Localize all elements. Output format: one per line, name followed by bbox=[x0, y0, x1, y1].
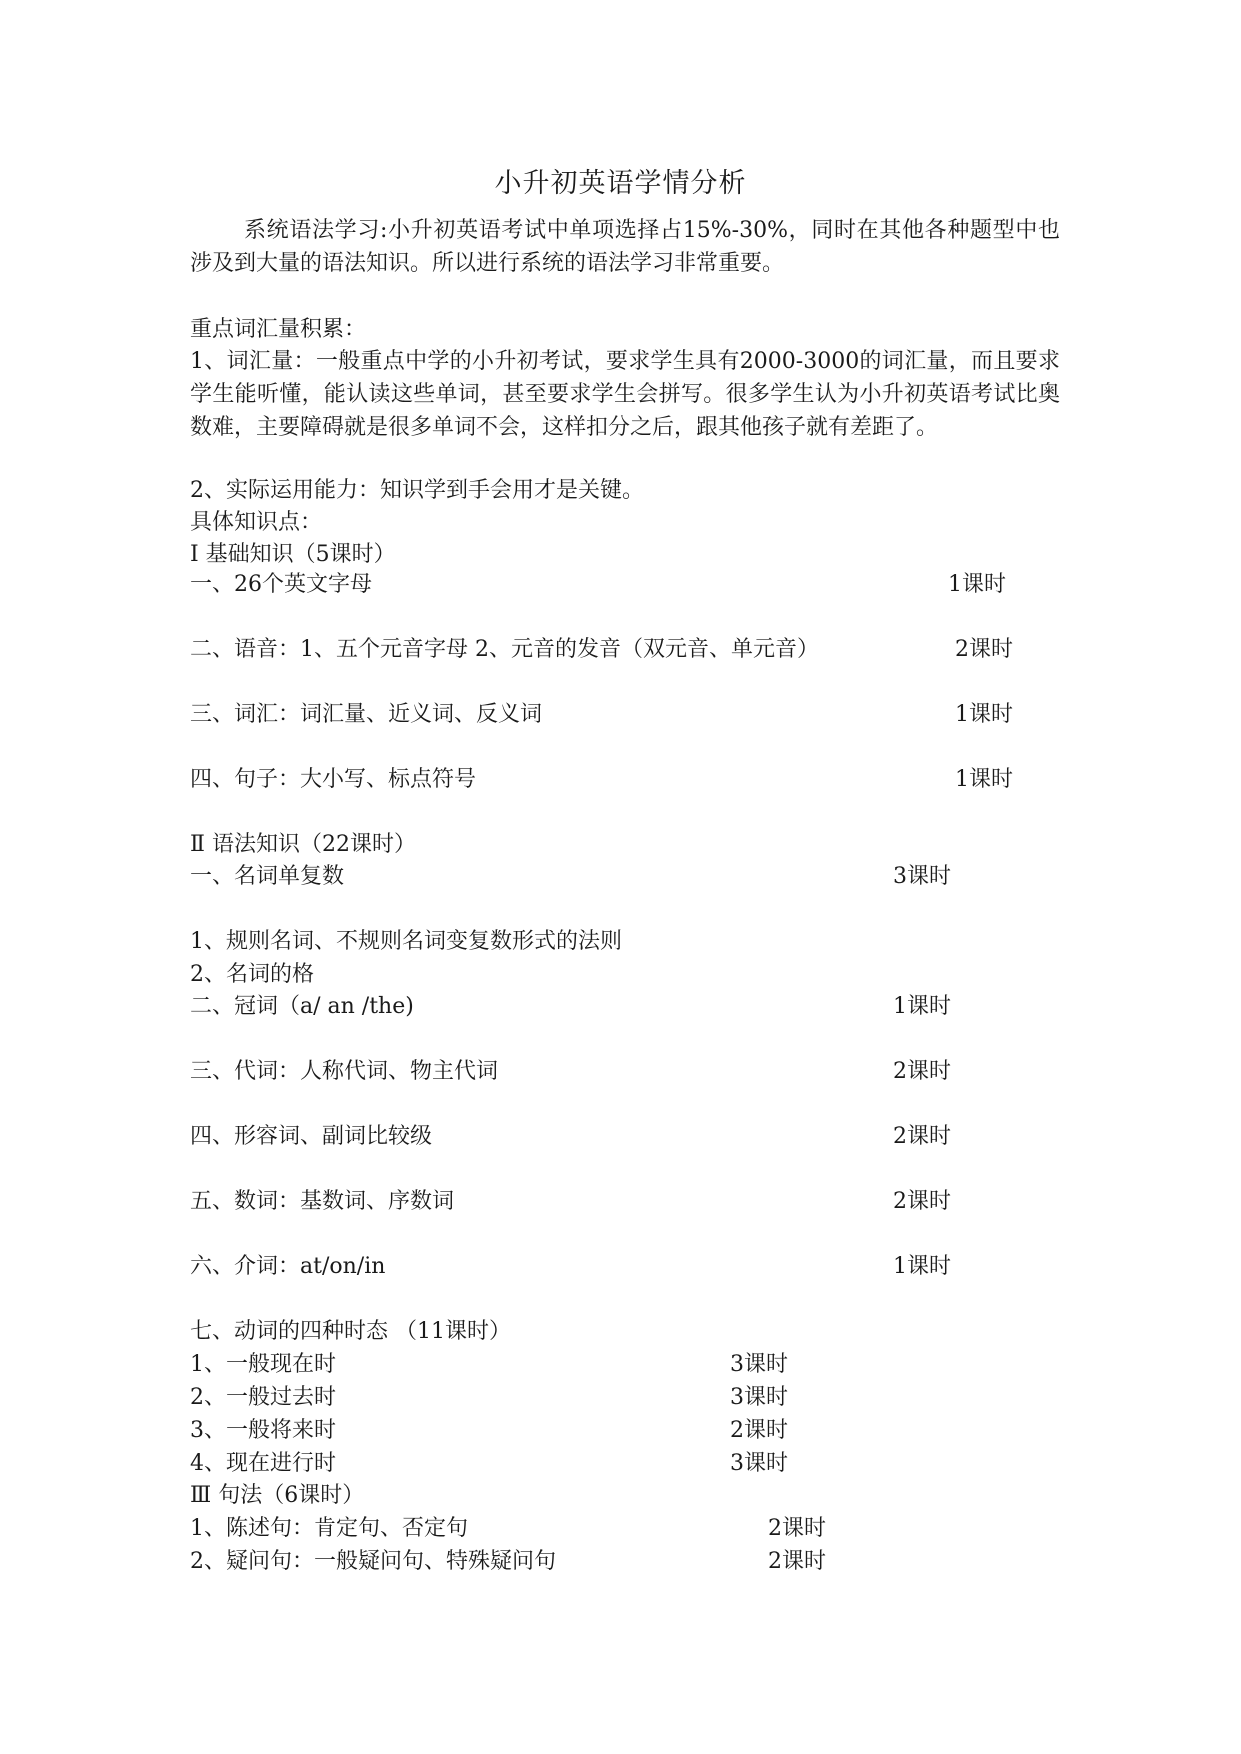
hours-label: 3课时 bbox=[893, 864, 951, 889]
points-heading: 具体知识点： bbox=[190, 510, 323, 535]
list-item: 1、陈述句：肯定句、否定句 bbox=[190, 1516, 468, 1541]
section-1-heading: Ⅰ 基础知识（5课时） bbox=[190, 542, 396, 567]
intro-paragraph: 系统语法学习:小升初英语考试中单项选择占15%-30%，同时在其他各种题型中也涉及到大量的语法知识。所以进行系统的语法学习非常重要。 bbox=[190, 218, 1060, 276]
section-3-heading: Ⅲ 句法（6课时） bbox=[190, 1483, 365, 1508]
list-item: 三、代词：人称代词、物主代词 bbox=[190, 1059, 499, 1084]
hours-label: 1课时 bbox=[948, 572, 1006, 597]
vocab-item-1: 1、词汇量：一般重点中学的小升初考试，要求学生具有2000-3000的词汇量，而且要求学生能听懂，能认读这些单词，甚至要求学生会拼写。很多学生认为小升初英语考试比奥数难，主要障碍就是很多单词不会，这样扣分之后，跟其他孩子就有差距了。 bbox=[190, 349, 1060, 440]
hours-label: 2课时 bbox=[893, 1189, 951, 1214]
list-item: 1、一般现在时 bbox=[190, 1352, 336, 1377]
list-item: 四、形容词、副词比较级 bbox=[190, 1124, 433, 1149]
list-item: 2、一般过去时 bbox=[190, 1385, 336, 1410]
list-item: 三、词汇：词汇量、近义词、反义词 bbox=[190, 702, 543, 727]
hours-label: 3课时 bbox=[730, 1385, 788, 1410]
hours-label: 1课时 bbox=[955, 702, 1013, 727]
hours-label: 2课时 bbox=[768, 1549, 826, 1574]
list-item: 四、句子：大小写、标点符号 bbox=[190, 767, 477, 792]
tenses-heading: 七、动词的四种时态 （11课时） bbox=[190, 1319, 511, 1344]
list-item: 一、26个英文字母 bbox=[190, 572, 372, 597]
section-2-heading: Ⅱ 语法知识（22课时） bbox=[190, 832, 416, 857]
list-item: 六、介词：at/on/in bbox=[190, 1254, 386, 1279]
vocab-item-2: 2、实际运用能力：知识学到手会用才是关键。 bbox=[190, 478, 644, 503]
list-item: 2、名词的格 bbox=[190, 962, 314, 987]
vocab-heading: 重点词汇量积累： bbox=[190, 317, 367, 342]
list-item: 3、一般将来时 bbox=[190, 1418, 336, 1443]
hours-label: 3课时 bbox=[730, 1352, 788, 1377]
hours-label: 2课时 bbox=[955, 637, 1013, 662]
list-item: 4、现在进行时 bbox=[190, 1451, 336, 1476]
list-item: 五、数词：基数词、序数词 bbox=[190, 1189, 455, 1214]
list-item: 一、名词单复数 bbox=[190, 864, 345, 889]
list-item: 二、冠词（a/ an /the) bbox=[190, 994, 414, 1019]
hours-label: 1课时 bbox=[893, 994, 951, 1019]
list-item: 2、疑问句：一般疑问句、特殊疑问句 bbox=[190, 1549, 556, 1574]
hours-label: 2课时 bbox=[768, 1516, 826, 1541]
hours-label: 2课时 bbox=[893, 1059, 951, 1084]
hours-label: 1课时 bbox=[955, 767, 1013, 792]
page-title: 小升初英语学情分析 bbox=[494, 168, 747, 199]
list-item: 1、规则名词、不规则名词变复数形式的法则 bbox=[190, 929, 622, 954]
hours-label: 3课时 bbox=[730, 1451, 788, 1476]
list-item: 二、语音：1、五个元音字母 2、元音的发音（双元音、单元音） bbox=[190, 637, 819, 662]
hours-label: 1课时 bbox=[893, 1254, 951, 1279]
hours-label: 2课时 bbox=[730, 1418, 788, 1443]
hours-label: 2课时 bbox=[893, 1124, 951, 1149]
